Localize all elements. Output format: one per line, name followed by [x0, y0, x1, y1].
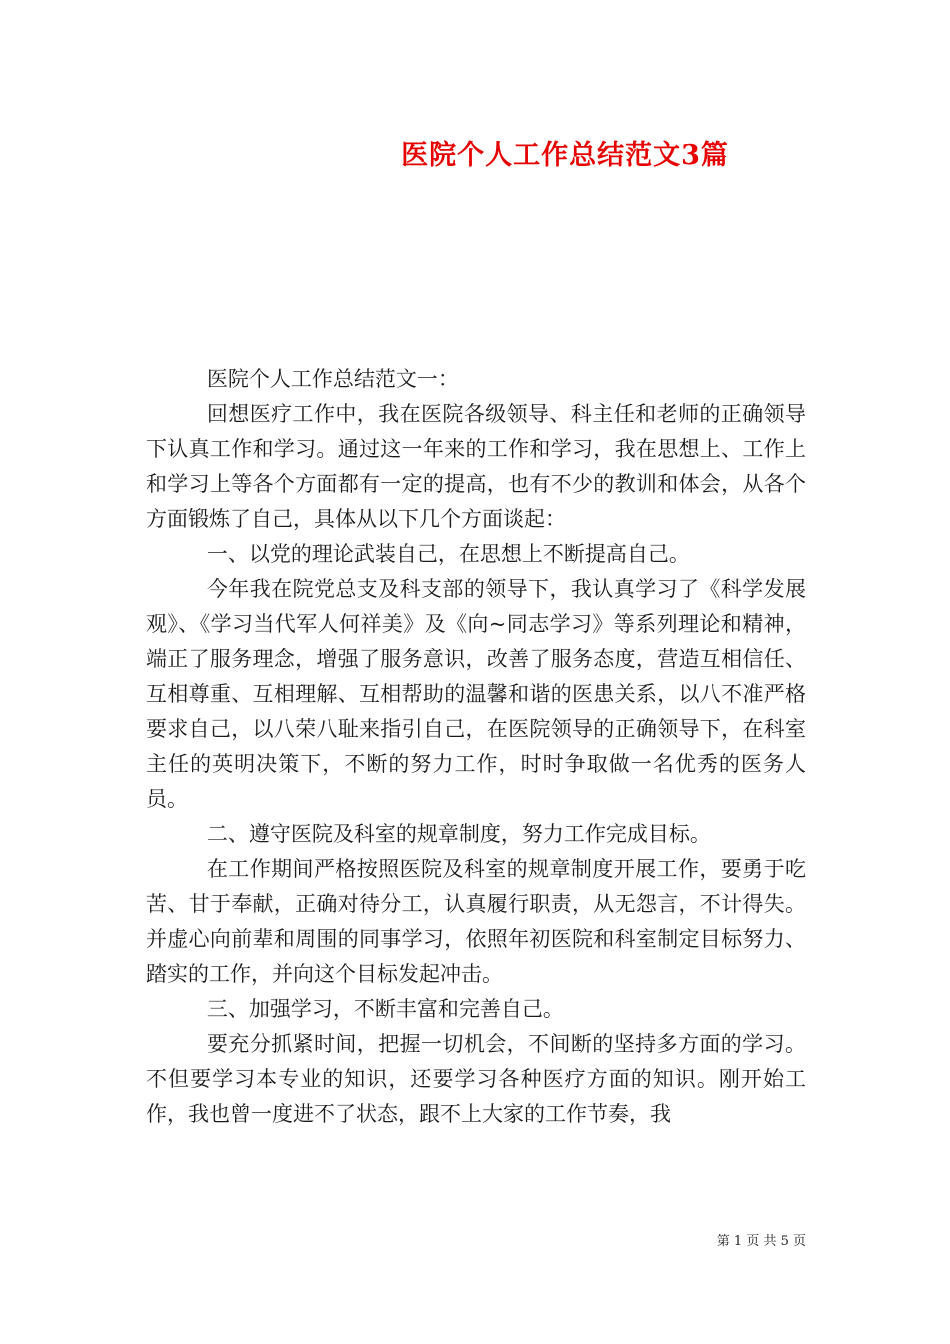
document-title: 医院个人工作总结范文3篇 [401, 140, 729, 171]
body-paragraph: 今年我在院党总支及科支部的领导下，我认真学习了《科学发展观》、《学习当代军人何祥美》及《向~同志学习》等系列理论和精神，端正了服务理念，增强了服务意识，改善了服务态度，营造互相信任、互相尊重、互相理解、互相帮助的温馨和谐的医患关系，以八不准严格要求自己，以八荣八耻来指引自己，在医院领导的正确领导下，在科室主任的英明决策下，不断的努力工作，时时争取做一名优秀的医务人员。 [146, 577, 806, 811]
subsection-heading: 一、以党的理论武装自己，在思想上不断提高自己。 [206, 542, 690, 566]
subsection-heading: 三、加强学习，不断丰富和完善自己。 [206, 997, 564, 1021]
subsection-heading: 二、遵守医院及科室的规章制度，努力工作完成目标。 [206, 822, 711, 846]
body-paragraph: 要充分抓紧时间，把握一切机会，不间断的坚持多方面的学习。不但要学习本专业的知识，还要学习各种医疗方面的知识。刚开始工作，我也曾一度进不了状态，跟不上大家的工作节奏，我 [146, 1032, 806, 1126]
document-body [146, 362, 806, 1132]
section-heading: 医院个人工作总结范文一： [206, 367, 459, 391]
body-paragraph: 在工作期间严格按照医院及科室的规章制度开展工作，要勇于吃苦、甘于奉献，正确对待分工，认真履行职责，从无怨言，不计得失。并虚心向前辈和周围的同事学习，依照年初医院和科室制定目标努力、踏实的工作，并向这个目标发起冲击。 [146, 857, 806, 986]
page-number: 第 1 页 共 5 页 [716, 1234, 806, 1249]
body-paragraph: 回想医疗工作中，我在医院各级领导、科主任和老师的正确领导下认真工作和学习。通过这一年来的工作和学习，我在思想上、工作上和学习上等各个方面都有一定的提高，也有不少的教训和体会，从各个方面锻炼了自己，具体从以下几个方面谈起： [146, 402, 806, 531]
